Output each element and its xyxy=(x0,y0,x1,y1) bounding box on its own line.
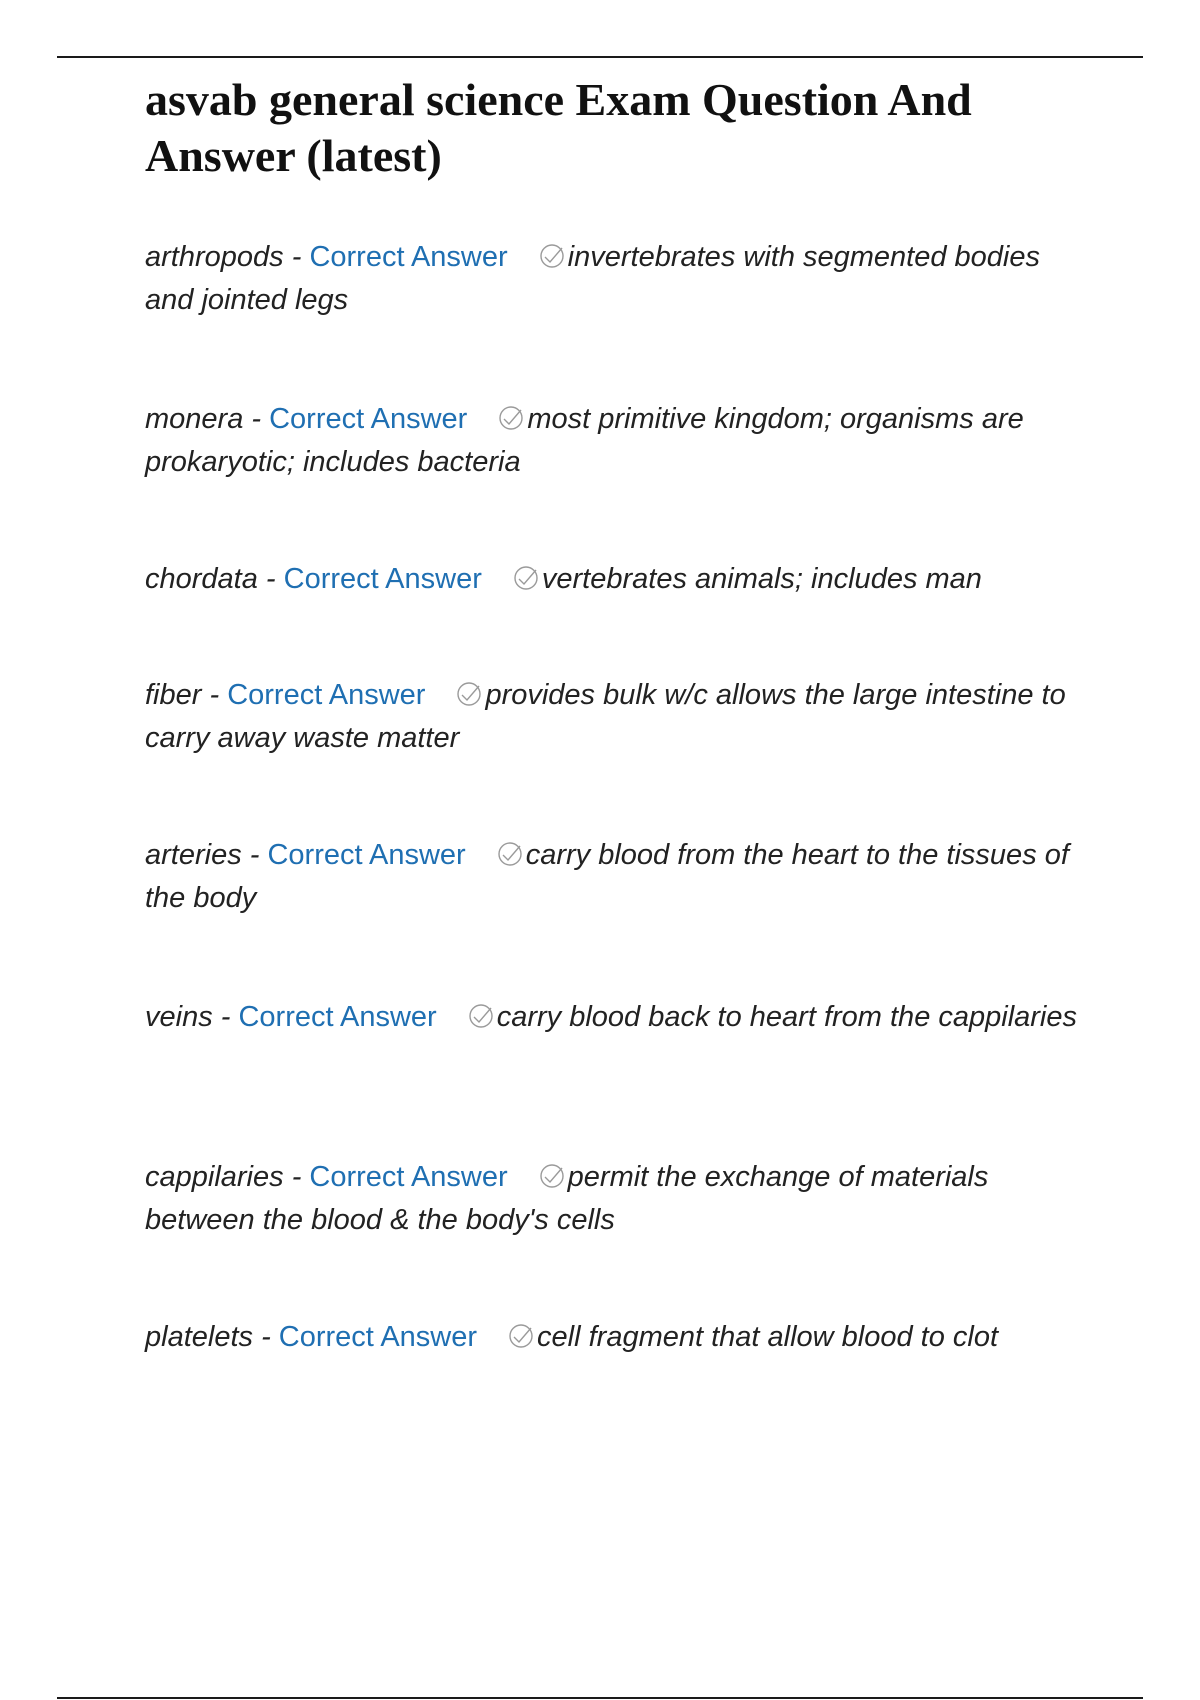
qa-item xyxy=(145,398,1085,484)
qa-term: veins xyxy=(145,1001,213,1033)
qa-item xyxy=(145,834,1085,920)
check-mark-icon xyxy=(455,680,483,708)
check-mark-icon xyxy=(538,1162,566,1190)
correct-answer-label: Correct Answer xyxy=(269,403,468,435)
qa-answer: permit the exchange of materials between the blood & the body's cells xyxy=(145,1161,989,1236)
qa-term: platelets xyxy=(145,1321,254,1353)
qa-separator: - xyxy=(283,1161,310,1193)
qa-answer: vertebrates animals; includes man xyxy=(541,563,982,595)
qa-term: monera xyxy=(145,403,244,435)
qa-separator: - xyxy=(241,839,268,871)
qa-answer: carry blood from the heart to the tissues of the body xyxy=(145,839,1069,914)
qa-separator: - xyxy=(201,679,228,711)
qa-answer: provides bulk w/c allows the large intestine to carry away waste matter xyxy=(145,679,1066,754)
qa-answer: invertebrates with segmented bodies and jointed legs xyxy=(145,241,1040,316)
qa-separator: - xyxy=(243,403,270,435)
page-title: asvab general science Exam Question And Answer (latest) xyxy=(145,74,972,181)
correct-answer-label: Correct Answer xyxy=(278,1321,478,1353)
qa-term: chordata xyxy=(145,563,258,595)
qa-term: cappilaries xyxy=(145,1161,284,1193)
check-mark-icon xyxy=(538,242,566,270)
qa-item xyxy=(145,236,1085,322)
qa-item xyxy=(145,996,1085,1039)
correct-answer-label: Correct Answer xyxy=(309,1161,508,1193)
check-mark-icon xyxy=(467,1002,495,1030)
qa-separator: - xyxy=(257,563,284,595)
correct-answer-label: Correct Answer xyxy=(267,839,466,871)
correct-answer-label: Correct Answer xyxy=(283,563,482,595)
check-mark-icon xyxy=(512,564,540,592)
qa-separator: - xyxy=(212,1001,239,1033)
qa-answer: cell fragment that allow blood to clot xyxy=(537,1321,999,1353)
check-mark-icon xyxy=(497,404,525,432)
check-mark-icon xyxy=(507,1322,535,1350)
qa-item xyxy=(145,674,1085,760)
bottom-rule xyxy=(57,1697,1143,1699)
qa-separator: - xyxy=(253,1321,279,1353)
qa-item xyxy=(145,1156,1085,1242)
check-mark-icon xyxy=(496,840,524,868)
correct-answer-label: Correct Answer xyxy=(238,1001,437,1033)
top-rule xyxy=(57,56,1143,58)
qa-answer: carry blood back to heart from the cappilaries xyxy=(496,1001,1078,1033)
qa-term: arteries xyxy=(145,839,242,871)
correct-answer-label: Correct Answer xyxy=(227,679,426,711)
qa-item xyxy=(145,558,1085,601)
qa-term: fiber xyxy=(145,679,202,711)
qa-separator: - xyxy=(283,241,310,273)
correct-answer-label: Correct Answer xyxy=(309,241,508,273)
qa-term: arthropods xyxy=(145,241,284,273)
qa-item xyxy=(145,1316,1085,1359)
qa-answer: most primitive kingdom; organisms are prokaryotic; includes bacteria xyxy=(145,403,1024,478)
